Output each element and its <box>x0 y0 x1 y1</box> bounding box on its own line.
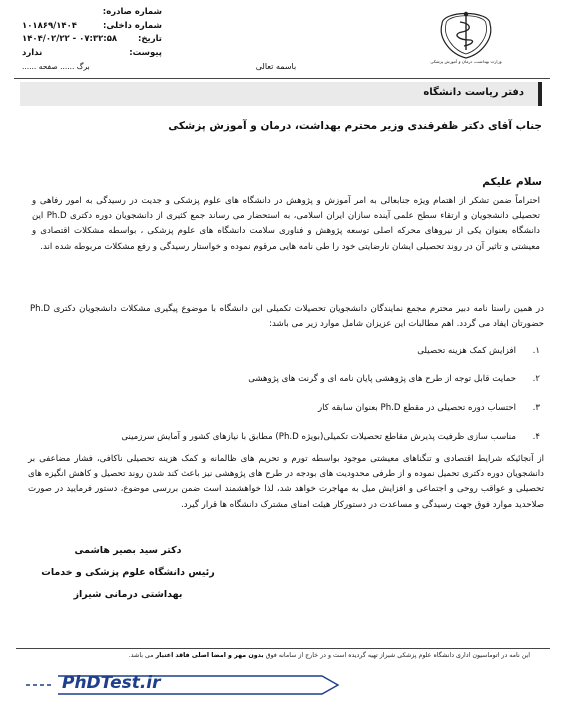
svg-text:وزارت بهداشت، درمان و آموزش پز: وزارت بهداشت، درمان و آموزش پزشکی <box>430 59 502 64</box>
item-number: ۲. <box>532 374 540 384</box>
watermark-text: PhDTest.ir <box>62 673 161 693</box>
item-number: ۳. <box>532 403 540 413</box>
university-emblem <box>428 2 504 64</box>
header-divider <box>14 78 550 79</box>
signature-block <box>18 540 238 606</box>
item-number: ۱. <box>532 346 540 356</box>
letter-meta <box>22 6 162 74</box>
meta-label: شماره صادره: <box>102 7 162 17</box>
list-item <box>30 432 540 446</box>
footer-divider <box>16 648 550 649</box>
recipient-line: جناب آقای دکتر ظفرقندی وزیر محترم بهداشت، درمان و آموزش پزشکی <box>168 120 542 132</box>
attachment-value: ندارد <box>22 47 43 58</box>
item-text: افزایش کمک هزینه تحصیلی <box>417 346 516 356</box>
item-text: احتساب دوره تحصیلی در مقطع Ph.D بعنوان سابقه کار <box>318 403 516 413</box>
page-count: برگ ...... صفحه ...... <box>22 62 90 71</box>
meta-row-issued <box>22 6 162 20</box>
signatory-title: رئیس دانشگاه علوم پزشکی و خدمات <box>41 567 215 578</box>
signatory-name: دکتر سید بصیر هاشمی <box>74 545 182 556</box>
letter-date: ۱۴۰۴/۰۲/۲۲ - ۰۷:۳۲:۵۸ <box>22 34 118 44</box>
signatory-title: بهداشتی درمانی شیراز <box>73 589 183 600</box>
meta-label: تاریخ: <box>138 34 162 44</box>
meta-label: پیوست: <box>129 47 162 58</box>
office-title: دفتر ریاست دانشگاه <box>423 87 524 98</box>
paragraph-request: در همین راستا نامه دبیر محترم مجمع نمایندگان دانشجویان تحصیلات تکمیلی این دانشگاه با موضوع پیگیری مشکلات دانشجویان دکتری Ph.D حضورتان ایفاد می گردد. اهم مطالبات این عزیزان شامل موارد زیر می باشد: <box>30 304 544 330</box>
paragraph-intro: احتراماً ضمن تشکر از اهتمام ویژه جنابعالی به امر آموزش و پژوهش در دانشگاه های علوم پزشکی و جدیت در رسیدگی به امور رفاهی و تحصیلی دانشجویان و ارتقاء سطح علمی آینده سازان ایران اسلامی، به استحضار می رساند جمع کثیری از دانشجویان دوره دکتری Ph.D این دانشگاه بعنوان یکی از نیروهای محرکه اصلی توسعه پژوهش و فناوری سلامت دانشگاه های علوم پزشکی ، بواسطه مشکلات اقتصادی و معیشتی و تاثیر آن در روند تحصیلی ایشان نارضایتی خود را طی نامه هایی مرقوم نموده و خواستار رسیدگی و رفع مشکلات مربوطه شده اند. <box>32 196 540 252</box>
paragraph-closing: از آنجائیکه شرایط اقتصادی و تنگناهای معیشتی موجود بواسطه تورم و تحریم های ظالمانه و کمک هزینه تحصیلی ناکافی، فشار مضاعفی بر دانشجویان دوره دکتری تحمیل نموده و از طرفی محدودیت های بودجه در طرح های پژوهشی نیز باعث کند شدن روند تحصیل و کاهش انگیزه های تحصیلی و عواقب روحی و اجتماعی و افزایش میل به مهاجرت خواهد شد، لذا خواهشمند است ضمن بررسی موضوع، دستور فرمایید در صورت صلاحدید موارد فوق جهت رسیدگی و مساعدت در دستورکار هیئت امنای مشترک دانشگاه ها قرار گیرد. <box>28 454 544 510</box>
meta-row-pages <box>22 60 162 74</box>
footer-note: این نامه در اتوماسیون اداری دانشگاه علوم پزشکی شیراز تهیه گردیده است و در خارج از سامانه فوق بدون مهر و امضا اصلی فاقد اعتبار می باشد. <box>128 652 530 659</box>
item-number: ۴. <box>532 432 540 442</box>
meta-row-date <box>22 33 162 47</box>
list-item <box>30 403 540 417</box>
salutation: سلام علیکم <box>482 176 542 188</box>
letter-number: ۱۰۱۸۶۹/۱۴۰۴ <box>22 20 77 31</box>
footer-note-emphasis: بدون مهر و امضا اصلی فاقد اعتبار <box>155 652 264 659</box>
item-text: مناسب سازی ظرفیت پذیرش مقاطع تحصیلات تکمیلی(بویژه Ph.D) مطابق با نیازهای کشور و آمایش سرزمینی <box>121 432 516 442</box>
meta-label: شماره داخلی: <box>103 20 162 31</box>
office-banner <box>20 82 542 106</box>
list-item <box>30 346 540 360</box>
list-item <box>30 374 540 388</box>
bismillah: باسمه تعالی <box>255 62 297 71</box>
meta-row-attachment <box>22 47 162 61</box>
item-text: حمایت قابل توجه از طرح های پژوهشی پایان نامه ای و گرنت های پژوهشی <box>248 374 516 384</box>
watermark <box>22 672 342 698</box>
meta-row-number <box>22 20 162 34</box>
